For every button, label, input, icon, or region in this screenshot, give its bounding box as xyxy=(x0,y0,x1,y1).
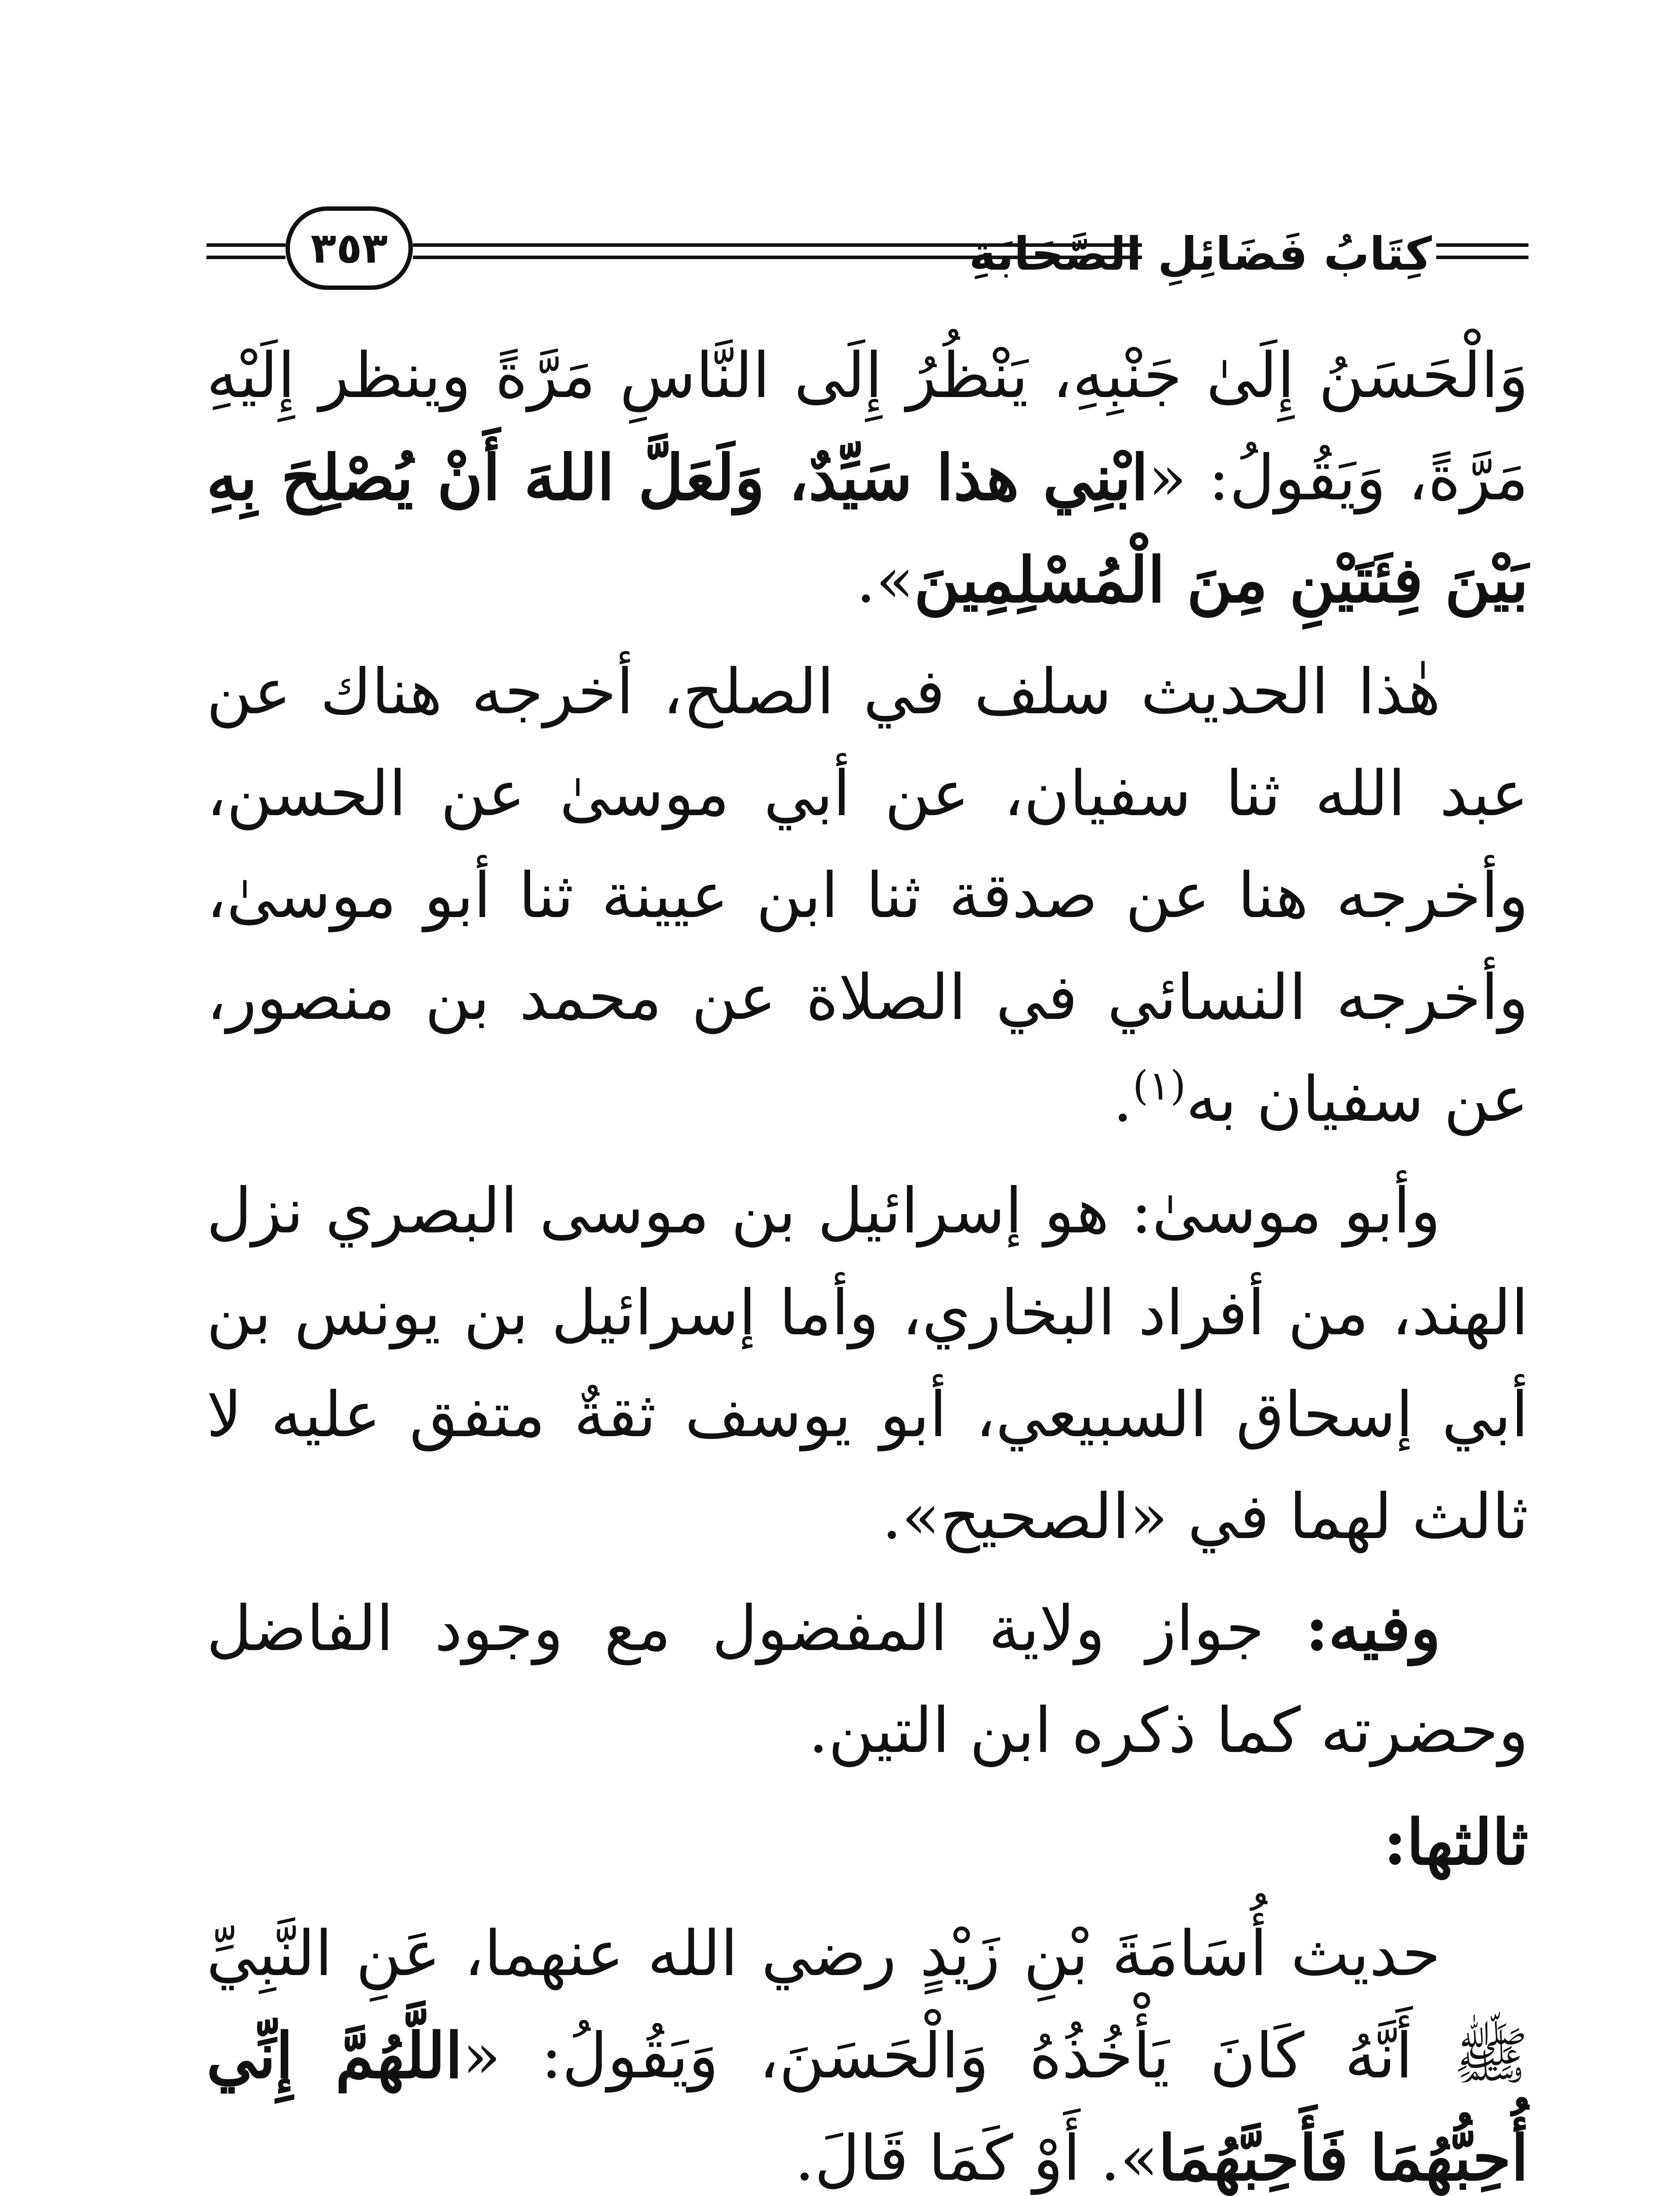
footnote-reference: (١) xyxy=(1132,1062,1186,1109)
benefit-label: وفيه: xyxy=(1305,1592,1441,1665)
page-header xyxy=(206,198,1528,312)
paragraph-text: ». أَوْ كَمَا قَالَ. xyxy=(795,2122,1159,2195)
paragraph-text: وأبو موسىٰ: هو إسرائيل بن موسى البصري نزل الهند، من أفراد البخاري، وأما إسرائيل بن يونس بن أبي إسحاق السبيعي، أبو يوسف ثقةٌ متفق عليه لا ثالث لهما في «الصحيح». xyxy=(206,1175,1528,1553)
paragraph-text: حديث أُسَامَةَ بْنِ زَيْدٍ رضي الله عنهما، عَنِ النَّبِيِّ ﷺ أَنَّهُ كَانَ يَأْخُذُهُ وَالْحَسَنَ، وَيَقُولُ: « xyxy=(206,1918,1528,2092)
hadith-quote: اللَّهُمَّ إِنِّي أُحِبُّهُمَا فَأَحِبَّهُمَا xyxy=(206,2019,1528,2195)
section-heading-third: ثالثها: xyxy=(1383,1806,1528,1879)
book-title: كِتَابُ فَضَائِلِ الصَّحَابَةِ xyxy=(969,227,1432,281)
paragraph-text: ». xyxy=(856,544,914,617)
page-number: ٣٥٣ xyxy=(285,206,413,290)
header-rule xyxy=(1436,243,1528,247)
paragraph-text: وَالْحَسَنُ إِلَىٰ جَنْبِهِ، يَنْظُرُ إِلَى النَّاسِ مَرَّةً وينظر إِلَيْهِ مَرَّةً، وَيَقُولُ: « xyxy=(206,340,1529,514)
paragraph-hadith-usama xyxy=(206,1903,1528,2196)
header-rule xyxy=(206,256,285,259)
hadith-quote: ابْنِي هذا سَيِّدٌ، وَلَعَلَّ اللهَ أَنْ يُصْلِحَ بِهِ بَيْنَ فِئَتَيْنِ مِنَ الْمُسْلِمِينَ xyxy=(206,441,1528,617)
paragraph-benefit xyxy=(206,1578,1528,1782)
paragraph-narrator xyxy=(206,1160,1528,1568)
paragraph-text: . xyxy=(1113,1063,1133,1136)
paragraph-text: هٰذا الحديث سلف في الصلح، أخرجه هناك عن عبد الله ثنا سفيان، عن أبي موسىٰ عن الحسن، وأخرجه هنا عن صدقة ثنا ابن عيينة ثنا أبو موسىٰ، وأخرجه النسائي في الصلاة عن محمد بن منصور، عن سفيان به xyxy=(206,656,1528,1136)
paragraph-hadith-continuation xyxy=(206,325,1528,632)
header-rule xyxy=(1436,256,1528,259)
header-rule xyxy=(206,243,285,247)
page-body xyxy=(206,325,1528,2196)
paragraph-text: جواز ولاية المفضول مع وجود الفاضل وحضرته كما ذكره ابن التين. xyxy=(206,1593,1528,1767)
paragraph-commentary xyxy=(206,641,1528,1151)
